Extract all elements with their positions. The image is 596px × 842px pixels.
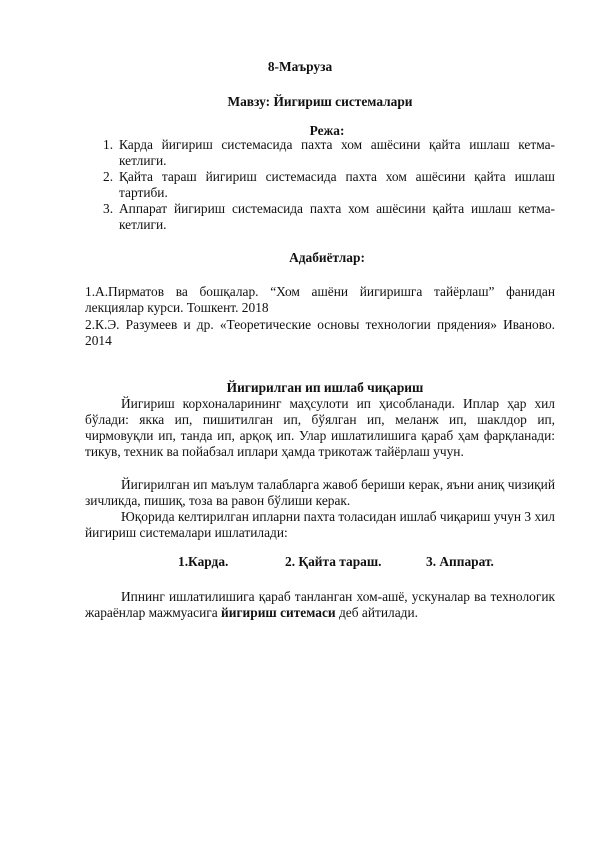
topic-heading: Мавзу: Йигириш системалари: [227, 94, 413, 109]
definition-text-after: деб айтилади.: [335, 605, 418, 620]
definition-paragraph: [85, 589, 555, 621]
plan-list: [85, 137, 555, 233]
spinning-system-item: 1.Карда.: [178, 554, 229, 569]
spinning-system-item: 3. Аппарат.: [426, 554, 494, 569]
literature-item: 2.К.Э. Разумеев и др. «Теоретические основы технологии прядения» Иваново. 2014: [85, 317, 555, 348]
plan-item-text: Қайта тараш йигириш системасида пахта хом ашёсини қайта ишлаш тартиби.: [119, 169, 555, 200]
definition-text-before: Ипнинг ишлатилишига қараб танланган хом-ашё, ускуналар ва технологик жараёнлар мажмуасига: [85, 589, 555, 620]
plan-item-number: 3.: [103, 201, 114, 216]
spinning-systems-list: [0, 554, 596, 570]
body-paragraph: Йигириш корхоналарининг маҳсулоти ип ҳисобланади. Иплар ҳар хил бўлади: якка ип, пишитилган ип, бўялган ип, меланж ип, шаклдор ип, чирмовуқли ип, танда ип, арқоқ ип. Улар ишлатилишига қараб ҳам фарқланади: тикув, техник ва пойабзал иплари ҳамда трикотаж тайёрлаш учун.: [85, 396, 555, 459]
spinning-system-item: 2. Қайта тараш.: [285, 554, 382, 569]
plan-item-number: 1.: [103, 137, 114, 152]
section-heading: Йигирилган ип ишлаб чиқариш: [226, 380, 424, 395]
body-paragraph: Йигирилган ип маълум талабларга жавоб бериши керак, яъни аниқ чизиқий зичликда, пишиқ, тоза ва равон бўлиши керак.: [85, 477, 555, 508]
plan-item-number: 2.: [103, 169, 114, 184]
literature-heading: Адабиётлар:: [289, 250, 365, 265]
lecture-number: 8-Маъруза: [267, 59, 333, 74]
plan-item: [85, 201, 555, 233]
plan-heading: Режа:: [309, 123, 345, 138]
plan-item-text: Карда йигириш системасида пахта хом ашёсини қайта ишлаш кетма-кетлиги.: [119, 137, 555, 168]
definition-term: йигириш ситемаси: [221, 605, 336, 620]
plan-item: [85, 169, 555, 201]
plan-item-text: Аппарат йигириш системасида пахта хом ашёсини қайта ишлаш кетма-кетлиги.: [119, 201, 555, 232]
plan-item: [85, 137, 555, 169]
body-paragraph: Юқорида келтирилган ипларни пахта толасидан ишлаб чиқариш учун 3 хил йигириш системалари ишлатилади:: [85, 509, 555, 540]
literature-item: 1.А.Пирматов ва бошқалар. “Хом ашёни йигиришга тайёрлаш” фанидан лекциялар курси. Тошкент. 2018: [85, 284, 555, 315]
